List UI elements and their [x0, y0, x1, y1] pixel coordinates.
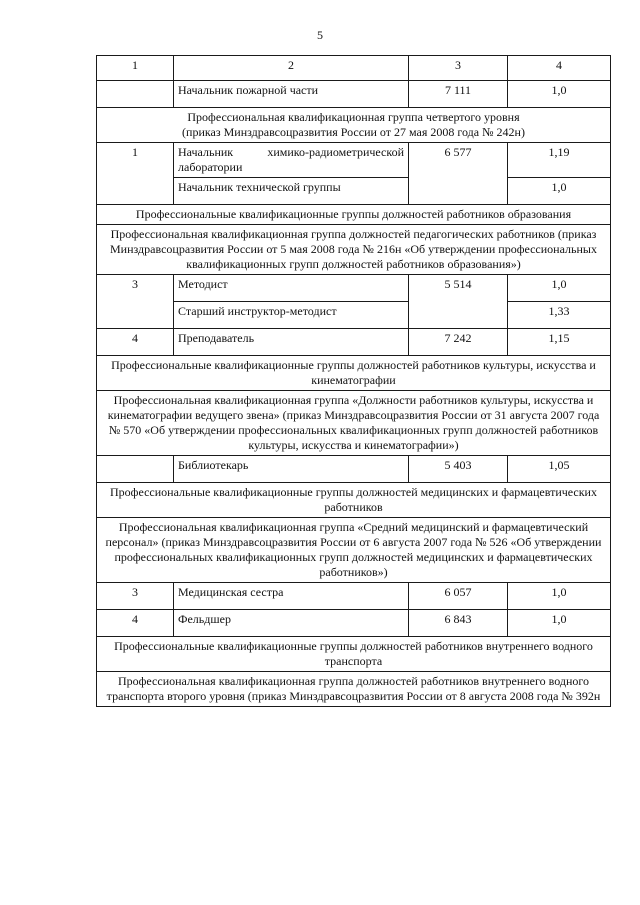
salary-value: 7 242: [409, 329, 508, 356]
row-number: 3: [97, 275, 174, 329]
coefficient-value: 1,33: [508, 302, 611, 329]
table-row: [97, 81, 611, 108]
section-row: [97, 108, 611, 143]
salary-value: 7 111: [409, 81, 508, 108]
table-row: [97, 610, 611, 637]
position-name: Старший инструктор-методист: [174, 302, 409, 329]
salary-value: 6 577: [409, 143, 508, 205]
table-row: [97, 275, 611, 302]
salary-value: 6 843: [409, 610, 508, 637]
category-title: Профессиональные квалификационные группы должностей медицинских и фармацевтических работников: [97, 483, 611, 518]
group-title: Профессиональная квалификационная группа «Средний медицинский и фармацевтический персонал» (приказ Минздравсоцразвития России от 6 августа 2007 года № 526 «Об утверждении профессиональных квалификационных групп должностей медицинских и фармацевтических работников»): [97, 518, 611, 583]
position-name: Преподаватель: [174, 329, 409, 356]
row-number-cell: [97, 81, 174, 108]
table-row: [97, 456, 611, 483]
header-col-3: 3: [409, 56, 508, 81]
coefficient-value: 1,19: [508, 143, 611, 178]
group-title: Профессиональная квалификационная группа должностей педагогических работников (приказ Минздравсоцразвития России от 5 мая 2008 года № 216н «Об утверждении профессиональных квалификационных групп должностей работников образования»): [97, 225, 611, 275]
position-name: Методист: [174, 275, 409, 302]
group-title: Профессиональная квалификационная группа должностей работников внутреннего водного транспорта второго уровня (приказ Минздравсоцразвития России от 8 августа 2008 года № 392н: [97, 672, 611, 707]
position-name: Медицинская сестра: [174, 583, 409, 610]
table-row: [97, 143, 611, 178]
salary-value: 5 514: [409, 275, 508, 329]
position-name: Начальник технической группы: [174, 178, 409, 205]
coefficient-value: 1,0: [508, 610, 611, 637]
category-title: Профессиональные квалификационные группы должностей работников образования: [97, 205, 611, 225]
row-number: 1: [97, 143, 174, 205]
salary-value: 5 403: [409, 456, 508, 483]
group-title: Профессиональная квалификационная группа «Должности работников культуры, искусства и кинематографии ведущего звена» (приказ Минздравсоцразвития России от 31 августа 2007 года № 570 «Об утверждении профессиональных квалификационных групп должностей работников культуры, искусства и кинематографии»): [97, 391, 611, 456]
group-title: [97, 108, 611, 143]
section-row: [97, 205, 611, 225]
coefficient-value: 1,0: [508, 81, 611, 108]
table-header-row: [97, 56, 611, 81]
header-col-4: 4: [508, 56, 611, 81]
row-number: 4: [97, 610, 174, 637]
header-col-2: 2: [174, 56, 409, 81]
table-row: [97, 583, 611, 610]
row-number: 3: [97, 583, 174, 610]
category-title: Профессиональные квалификационные группы должностей работников культуры, искусства и кинематографии: [97, 356, 611, 391]
category-title: Профессиональные квалификационные группы должностей работников внутреннего водного транспорта: [97, 637, 611, 672]
coefficient-value: 1,0: [508, 275, 611, 302]
coefficient-value: 1,0: [508, 583, 611, 610]
position-name: Фельдшер: [174, 610, 409, 637]
row-number-cell: [97, 456, 174, 483]
coefficient-value: 1,15: [508, 329, 611, 356]
coefficient-value: 1,05: [508, 456, 611, 483]
group-title-line: Профессиональная квалификационная группа четвертого уровня: [187, 110, 520, 124]
section-row: [97, 637, 611, 672]
table-row: [97, 329, 611, 356]
section-row: [97, 225, 611, 275]
table-row: [97, 302, 611, 329]
position-name: Начальник пожарной части: [174, 81, 409, 108]
header-col-1: 1: [97, 56, 174, 81]
position-name: Начальник химико-радиометрической лаборатории: [174, 143, 409, 178]
section-row: [97, 518, 611, 583]
salary-value: 6 057: [409, 583, 508, 610]
salary-table: [96, 55, 611, 707]
position-name: Библиотекарь: [174, 456, 409, 483]
row-number: 4: [97, 329, 174, 356]
section-row: [97, 672, 611, 707]
section-row: [97, 356, 611, 391]
section-row: [97, 391, 611, 456]
coefficient-value: 1,0: [508, 178, 611, 205]
table-row: [97, 178, 611, 205]
section-row: [97, 483, 611, 518]
group-title-order: (приказ Минздравсоцразвития России от 27 мая 2008 года № 242н): [182, 125, 525, 139]
page-number: 5: [317, 28, 323, 42]
